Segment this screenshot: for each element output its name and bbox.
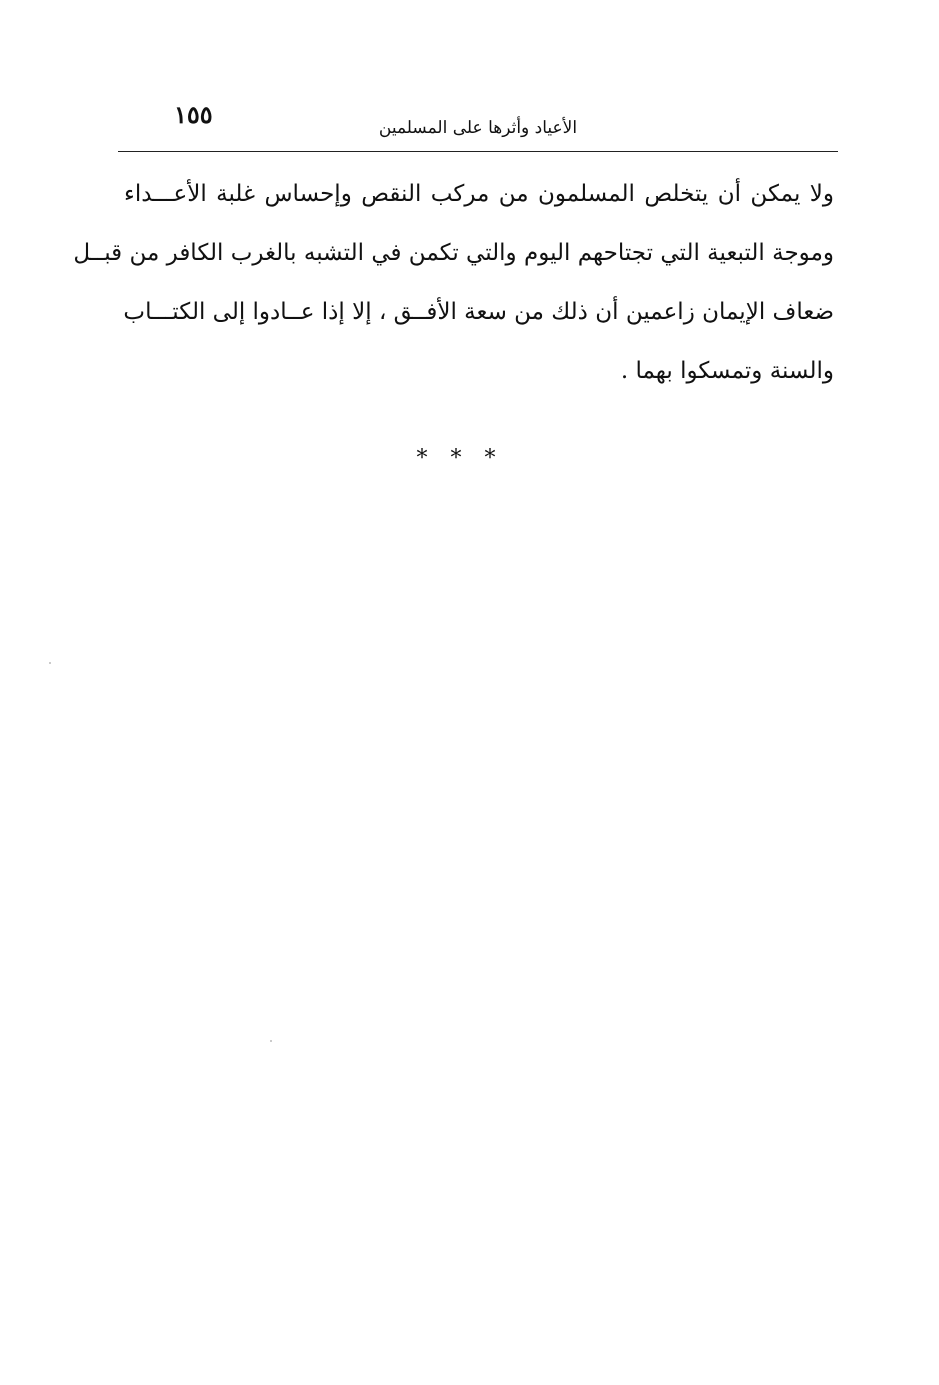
paragraph-line: ولا يمكن أن يتخلص المسلمون من مركب النقص وإحساس غلبة الأعـــداء	[124, 181, 834, 207]
scan-speck	[270, 1040, 272, 1042]
paragraph-line: ضعاف الإيمان زاعمين أن ذلك من سعة الأفــق ، إلا إذا عــادوا إلى الكتـــاب	[123, 299, 834, 325]
running-title: الأعياد وأثرها على المسلمين	[378, 118, 578, 138]
page-header	[118, 96, 838, 152]
scan-speck	[49, 662, 51, 664]
page-number: ١٥٥	[174, 100, 213, 129]
paragraph-line: والسنة وتمسكوا بهما .	[620, 358, 834, 384]
body-paragraph	[73, 168, 834, 404]
header-divider	[118, 151, 838, 152]
section-separator: * * *	[416, 446, 504, 471]
paragraph-line: وموجة التبعية التي تجتاحهم اليوم والتي تكمن في التشبه بالغرب الكافر من قبــل	[73, 240, 834, 266]
